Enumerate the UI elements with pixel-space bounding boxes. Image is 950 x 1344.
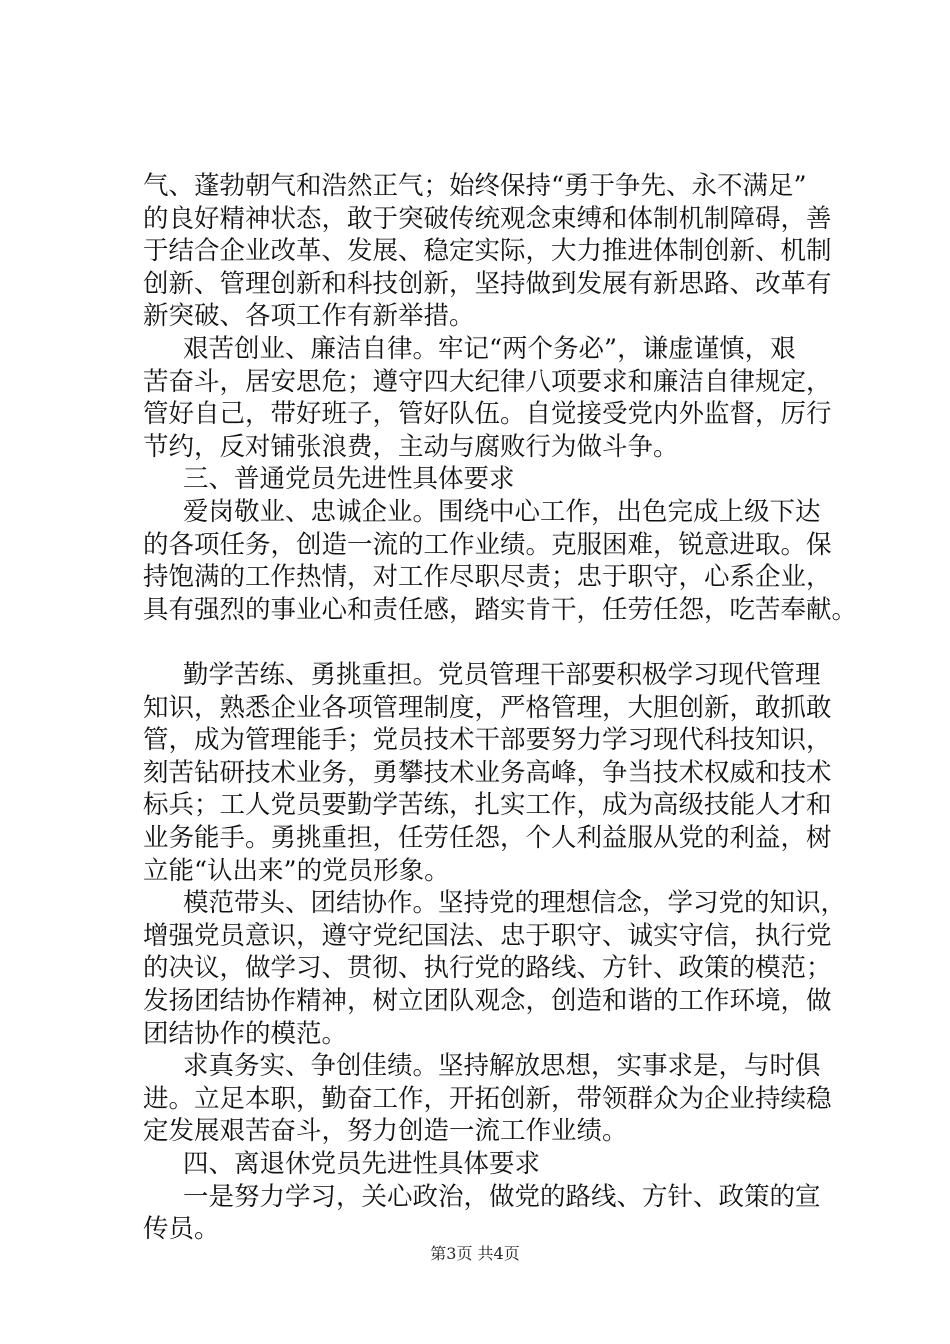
body-text-line: 标兵；工人党员要勤学苦练，扎实工作，成为高级技能人才和 xyxy=(143,790,832,820)
body-text-line: 的良好精神状态，敢于突破传统观念束缚和体制机制障碍，善 xyxy=(143,204,832,234)
paragraph-first-line: 爱岗敬业、忠诚企业。围绕中心工作，出色完成上级下达 xyxy=(183,497,821,527)
paragraph-first-line: 艰苦创业、廉洁自律。牢记“两个务必”，谦虚谨慎，艰 xyxy=(183,334,796,364)
body-text-line: 刻苦钻研技术业务，勇攀技术业务高峰，争当技术权威和技术 xyxy=(143,758,832,788)
page-number-footer: 第3页 共4页 xyxy=(430,1244,520,1263)
body-text-line: 新突破、各项工作有新举措。 xyxy=(143,301,475,331)
body-text-line: 创新、管理创新和科技创新，坚持做到发展有新思路、改革有 xyxy=(143,269,832,299)
body-text-line: 团结协作的模范。 xyxy=(143,1019,348,1049)
paragraph-first-line: 模范带头、团结协作。坚持党的理想信念，学习党的知识， xyxy=(183,888,847,918)
body-text-line: 发扬团结协作精神，树立团队观念，创造和谐的工作环境，做 xyxy=(143,986,832,1016)
section-heading: 四、离退休党员先进性具体要求 xyxy=(183,1149,541,1179)
body-text-line: 于结合企业改革、发展、稳定实际，大力推进体制创新、机制 xyxy=(143,236,832,266)
body-text-line: 管好自己，带好班子，管好队伍。自觉接受党内外监督，厉行 xyxy=(143,399,832,429)
body-text-line: 具有强烈的事业心和责任感，踏实肯干，任劳任怨，吃苦奉献。 xyxy=(143,595,858,625)
body-text-line: 定发展艰苦奋斗，努力创造一流工作业绩。 xyxy=(143,1116,628,1146)
body-text-line: 进。立足本职，勤奋工作，开拓创新，带领群众为企业持续稳 xyxy=(143,1084,832,1114)
paragraph-first-line: 一是努力学习，关心政治，做党的路线、方针、政策的宣 xyxy=(183,1182,821,1212)
body-text-line: 持饱满的工作热情，对工作尽职尽责；忠于职守，心系企业， xyxy=(143,562,832,592)
body-text-line: 增强党员意识，遵守党纪国法、忠于职守、诚实守信，执行党 xyxy=(143,921,832,951)
section-heading: 三、普通党员先进性具体要求 xyxy=(183,464,515,494)
body-text-line: 业务能手。勇挑重担，任劳任怨，个人利益服从党的利益，树 xyxy=(143,823,832,853)
paragraph-first-line: 勤学苦练、勇挑重担。党员管理干部要积极学习现代管理 xyxy=(183,660,821,690)
body-text-line: 知识，熟悉企业各项管理制度，严格管理，大胆创新，敢抓敢 xyxy=(143,693,832,723)
body-text-line: 的各项任务，创造一流的工作业绩。克服困难，锐意进取。保 xyxy=(143,530,832,560)
body-text-line: 立能“认出来”的党员形象。 xyxy=(143,856,450,886)
body-text-line: 传员。 xyxy=(143,1214,220,1244)
body-text-line: 管，成为管理能手；党员技术干部要努力学习现代科技知识， xyxy=(143,725,832,755)
body-text-line: 苦奋斗，居安思危；遵守四大纪律八项要求和廉洁自律规定， xyxy=(143,367,832,397)
paragraph-first-line: 求真务实、争创佳绩。坚持解放思想，实事求是，与时俱 xyxy=(183,1051,821,1081)
body-text-line: 的决议，做学习、贯彻、执行党的路线、方针、政策的模范； xyxy=(143,953,832,983)
body-text-line: 节约，反对铺张浪费，主动与腐败行为做斗争。 xyxy=(143,432,679,462)
body-text-line: 气、蓬勃朝气和浩然正气；始终保持“勇于争先、永不满足” xyxy=(143,171,807,201)
